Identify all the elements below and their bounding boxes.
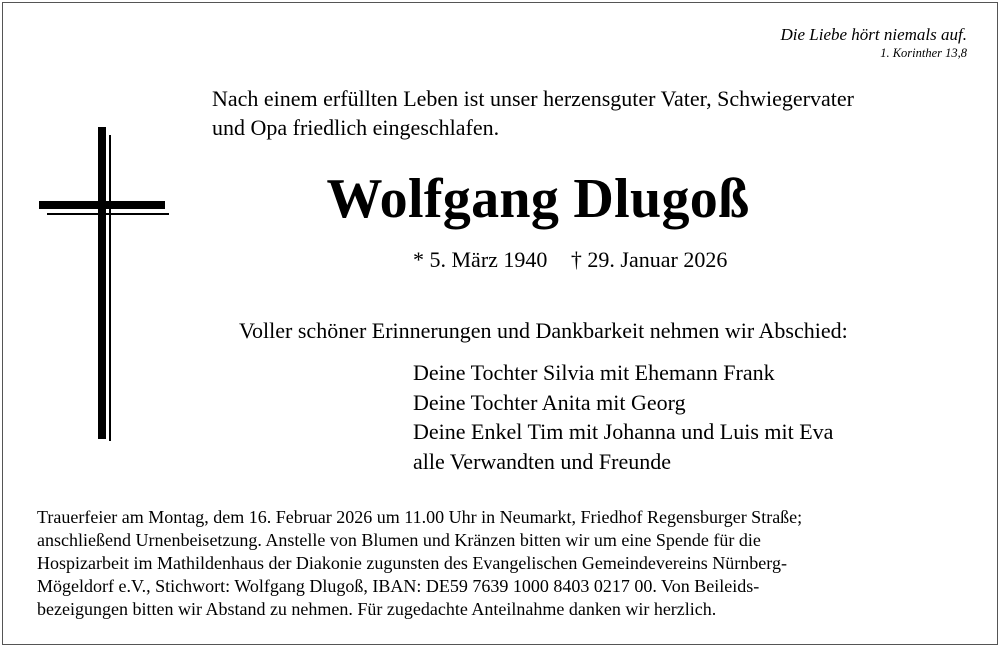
mourner-item: Deine Tochter Anita mit Georg	[413, 389, 686, 415]
funeral-notice	[37, 506, 972, 621]
deceased-name: Wolfgang Dlugoß	[326, 168, 750, 230]
obituary-notice	[2, 2, 998, 645]
funeral-notice-line: Trauerfeier am Montag, dem 16. Februar 2026 um 11.00 Uhr in Neumarkt, Friedhof Regensburger Straße;	[37, 507, 803, 527]
funeral-notice-line: bezeigungen bitten wir Abstand zu nehmen. Für zugedachte Anteilnahme danken wir herzlich.	[37, 599, 717, 619]
mourner-item: Deine Enkel Tim mit Johanna und Luis mit Eva	[413, 419, 834, 444]
bible-verse	[780, 24, 967, 61]
death-date: † 29. Januar 2026	[570, 247, 728, 272]
life-dates	[413, 246, 727, 274]
intro-line: und Opa friedlich eingeschlafen.	[212, 115, 500, 140]
funeral-notice-line: anschließend Urnenbeisetzung. Anstelle von Blumen und Kränzen bitten wir um eine Spende für die	[37, 530, 761, 550]
funeral-notice-line: Hospizarbeit im Mathildenhaus der Diakonie zugunsten des Evangelischen Gemeindevereins Nürnberg-	[37, 553, 787, 573]
intro-line: Nach einem erfüllten Leben ist unser herzensguter Vater, Schwiegervater	[212, 86, 854, 111]
mourner-item: Deine Tochter Silvia mit Ehemann Frank	[413, 360, 775, 385]
mourner-item: alle Verwandten und Freunde	[413, 448, 672, 474]
intro-text	[212, 84, 972, 142]
birth-date: * 5. März 1940	[413, 247, 548, 272]
funeral-notice-line: Mögeldorf e.V., Stichwort: Wolfgang Dlugoß, IBAN: DE59 7639 1000 8403 0217 00. Von Beileids-	[37, 576, 760, 596]
bible-verse-quote: Die Liebe hört niemals auf.	[780, 25, 967, 44]
cross-icon	[37, 127, 171, 443]
mourners-list	[413, 358, 833, 476]
farewell-text: Voller schöner Erinnerungen und Dankbarkeit nehmen wir Abschied:	[239, 318, 848, 343]
bible-verse-source: 1. Korinther 13,8	[880, 46, 967, 60]
